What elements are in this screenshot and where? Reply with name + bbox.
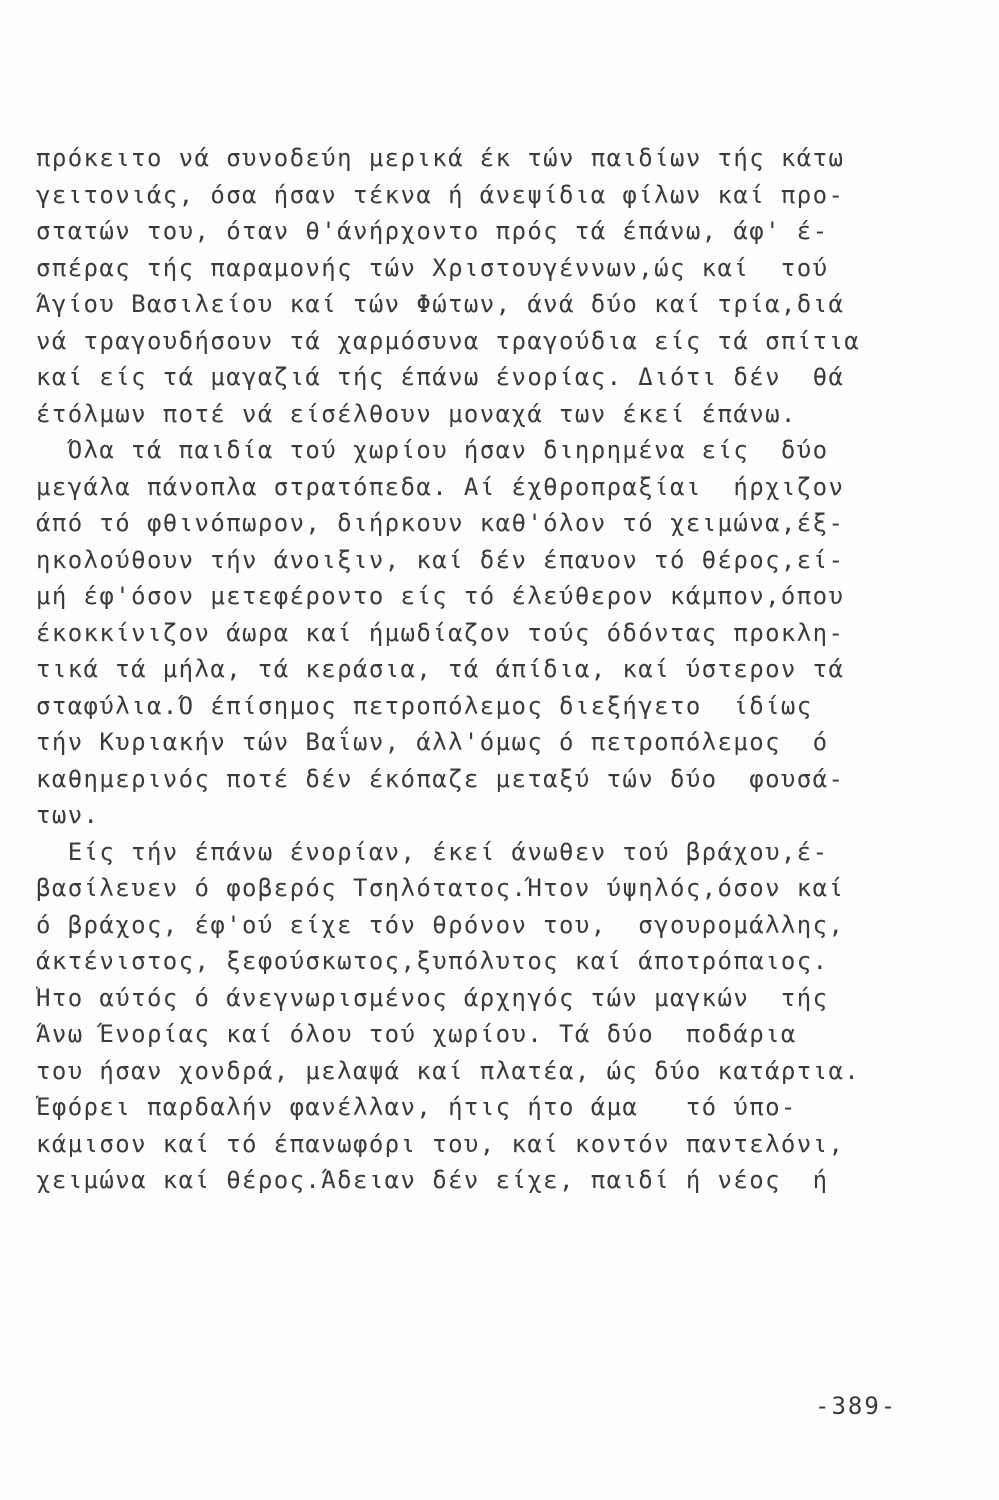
text-line: έτόλμων ποτέ νά είσέλθουν μοναχά των έκεί έπάνω.: [36, 399, 797, 428]
text-line: βασίλευεν ό φοβερός Τσηλότατος.Ήτον ύψηλός,όσον καί: [36, 874, 845, 902]
text-line: στατών του, όταν θ'άνήρχοντο πρός τά έπάνω, άφ' έ-: [36, 217, 829, 245]
text-line: μή έφ'όσον μετεφέροντο είς τό έλεύθερον κάμπον,όπου: [36, 582, 845, 610]
text-line: των.: [36, 801, 100, 829]
text-line: καί είς τά μαγαζιά τής έπάνω ένορίας. Διότι δέν θά: [36, 363, 845, 391]
text-line: άκτένιστος, ξεφούσκωτος,ξυπόλυτος καί άποτρόπαιος.: [36, 947, 829, 975]
text-line: πρόκειτο νά συνοδεύη μερικά έκ τών παιδίων τής κάτω: [36, 144, 845, 172]
text-line: καθημερινός ποτέ δέν έκόπαζε μεταξύ τών δύο φουσά-: [36, 764, 845, 793]
body-text: [36, 140, 916, 1199]
text-line: Είς τήν έπάνω ένορίαν, έκεί άνωθεν τού βράχου,έ-: [36, 837, 829, 866]
text-line: κάμισον καί τό έπανωφόρι του, καί κοντόν παντελόνι,: [36, 1129, 845, 1158]
text-line: γειτονιάς, όσα ήσαν τέκνα ή άνεψίδια φίλων καί προ-: [36, 180, 845, 209]
text-line: χειμώνα καί θέρος.Άδειαν δέν είχε, παιδί ή νέος ή: [36, 1166, 829, 1194]
text-line: ηκολούθουν τήν άνοιξιν, καί δέν έπαυον τό θέρος,εί-: [36, 545, 845, 574]
text-line: ό βράχος, έφ'ού είχε τόν θρόνον του, σγουρομάλλης,: [36, 910, 845, 939]
text-line: Άγίου Βασιλείου καί τών Φώτων, άνά δύο καί τρία,διά: [36, 290, 845, 318]
text-line: άπό τό φθινόπωρον, διήρκουν καθ'όλον τό χειμώνα,έξ-: [36, 509, 845, 537]
text-line: νά τραγουδήσουν τά χαρμόσυνα τραγούδια είς τά σπίτια: [36, 326, 861, 355]
text-line: έκοκκίνιζον άωρα καί ήμωδίαζον τούς όδόντας προκλη-: [36, 618, 845, 647]
text-line: σταφύλια.Ό έπίσημος πετροπόλεμος διεξήγετο ίδίως: [36, 691, 813, 720]
text-line: Όλα τά παιδία τού χωρίου ήσαν διηρημένα είς δύο: [36, 436, 829, 464]
text-line: τικά τά μήλα, τά κεράσια, τά άπίδια, καί ύστερον τά: [36, 655, 845, 683]
text-line: του ήσαν χονδρά, μελαψά καί πλατέα, ώς δύο κατάρτια.: [36, 1056, 861, 1085]
text-line: μεγάλα πάνοπλα στρατόπεδα. Αί έχθροπραξίαι ήρχιζον: [36, 472, 845, 501]
text-line: τήν Κυριακήν τών Βαΐων, άλλ'όμως ό πετροπόλεμος ό: [36, 728, 829, 756]
page-number: -389-: [815, 1392, 898, 1420]
text-line: σπέρας τής παραμονής τών Χριστουγέννων,ώς καί τού: [36, 253, 829, 282]
text-line: Ήτο αύτός ό άνεγνωρισμένος άρχηγός τών μαγκών τής: [36, 983, 829, 1012]
text-line: Έφόρει παρδαλήν φανέλλαν, ήτις ήτο άμα τό ύπο-: [36, 1093, 797, 1121]
text-line: Άνω Ένορίας καί όλου τού χωρίου. Τά δύο ποδάρια: [36, 1020, 797, 1048]
